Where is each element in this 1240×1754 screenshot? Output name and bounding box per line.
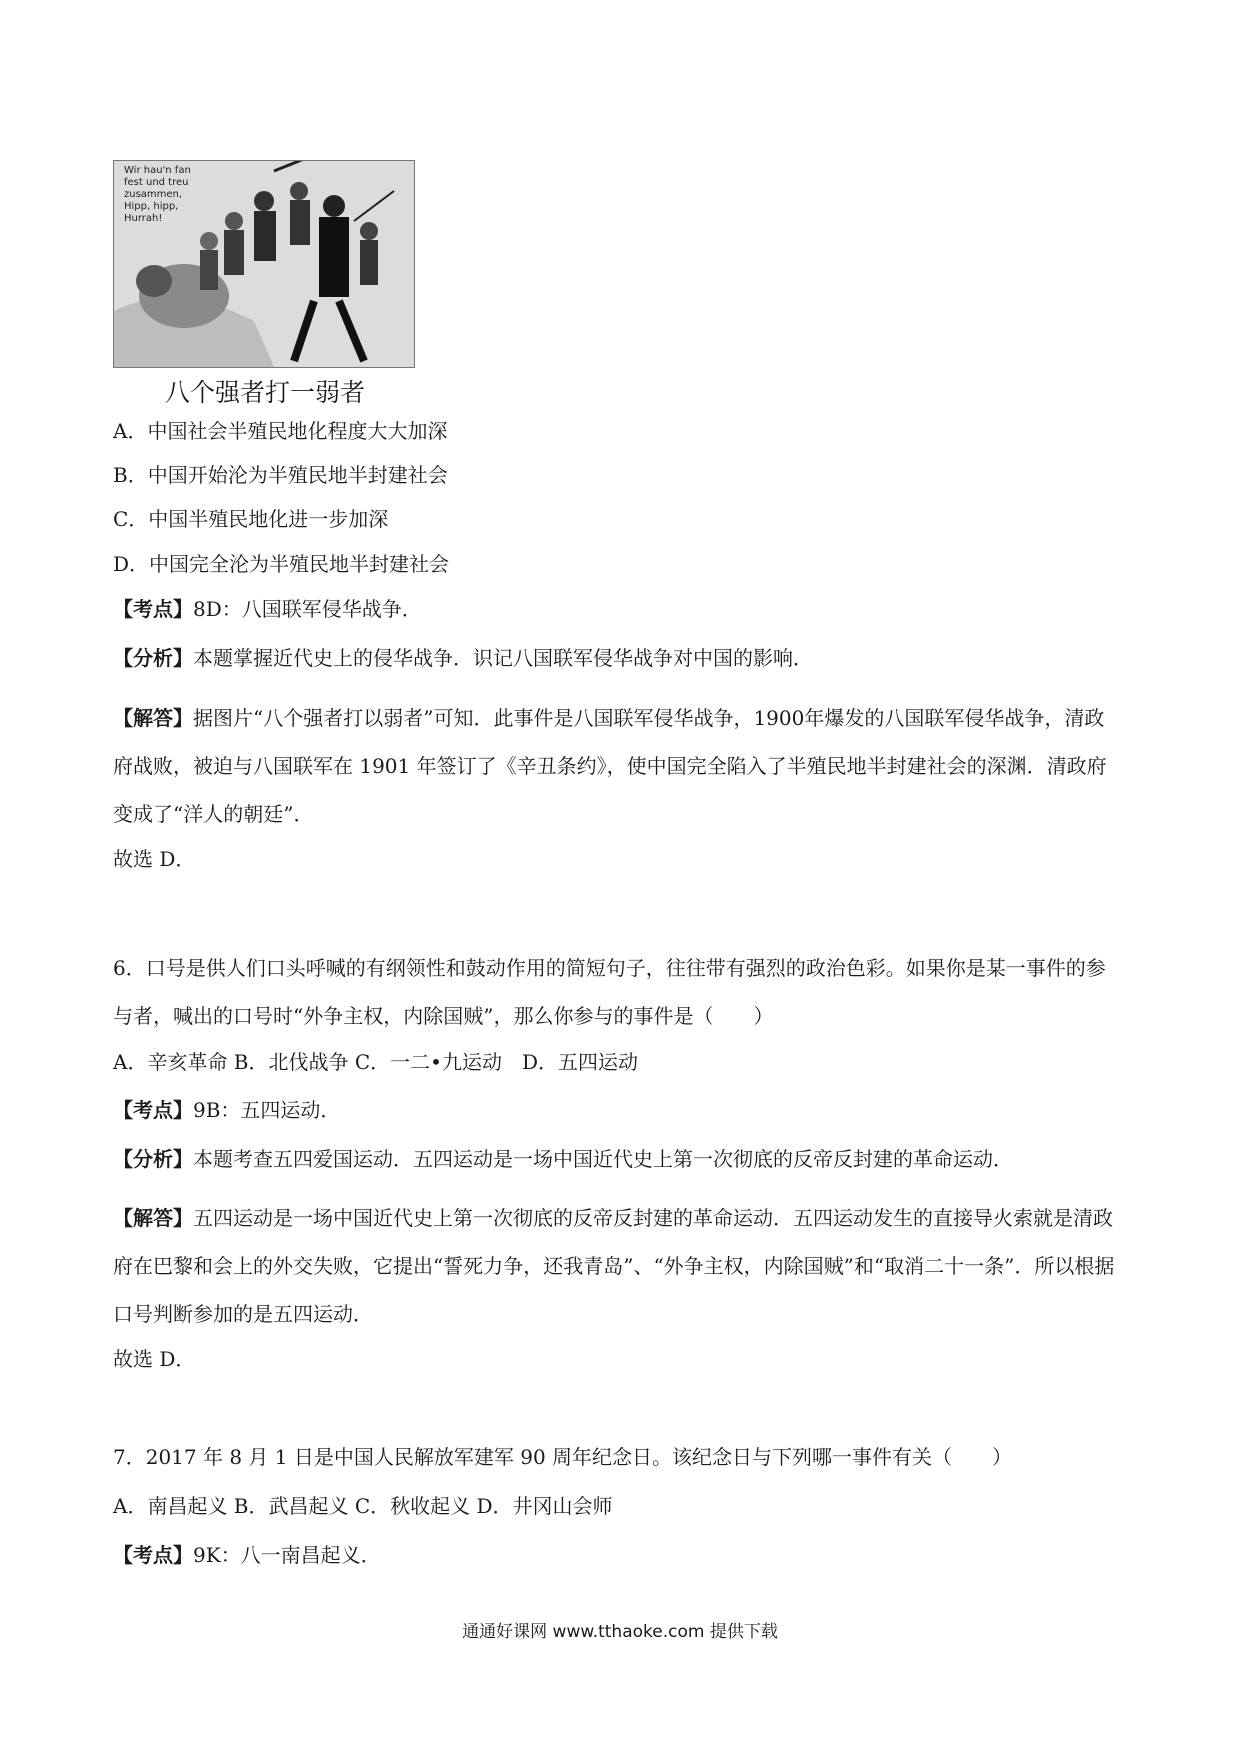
kaodian-text: 9K：八一南昌起义． — [193, 1543, 381, 1567]
q5-option-d: D．中国完全沦为半殖民地半封建社会 — [113, 552, 450, 576]
q6-stem: 6．口号是供人们口头呼喊的有纲领性和鼓动作用的简短句子，往往带有强烈的政治色彩。如果你是某一事件的参与者，喊出的口号时“外争主权，内除国贼”，那么你参与的事件是（ ） — [113, 956, 1106, 1028]
kaodian-text: 9B：五四运动． — [193, 1098, 341, 1122]
kaodian-label: 【考点】 — [113, 597, 193, 621]
page-footer: 通通好课网 www.tthaoke.com 提供下载 — [462, 1622, 778, 1642]
kaodian-label: 【考点】 — [113, 1543, 193, 1567]
inscription-line: fest und treu — [124, 177, 189, 188]
q5-jieda — [113, 694, 1123, 838]
q6-answer: 故选 D． — [113, 1347, 196, 1371]
q6-kaodian — [113, 1097, 340, 1123]
q5-answer: 故选 D． — [113, 847, 196, 871]
kaodian-label: 【考点】 — [113, 1098, 193, 1122]
q5-option-b: B．中国开始沦为半殖民地半封建社会 — [113, 463, 448, 487]
q5-kaodian — [113, 596, 422, 622]
fenxi-text: 本题考查五四爱国运动．五四运动是一场中国近代史上第一次彻底的反帝反封建的革命运动． — [193, 1147, 1013, 1171]
cartoon-inscription — [124, 165, 206, 224]
jieda-text: 五四运动是一场中国近代史上第一次彻底的反帝反封建的革命运动．五四运动发生的直接导火索就是清政府在巴黎和会上的外交失败，它提出“誓死力争，还我青岛”、“外争主权，内除国贼”和“取消二十一条”．所以根据口号判断参加的是五四运动． — [113, 1206, 1115, 1326]
jieda-label: 【解答】 — [113, 1206, 193, 1230]
inscription-line: Wir hau'n fan — [124, 165, 191, 176]
q5-option-a: A．中国社会半殖民地化程度大大加深 — [113, 419, 448, 443]
q6-options: A．辛亥革命 B．北伐战争 C．一二•九运动 D．五四运动 — [113, 1050, 638, 1074]
figure-caption: 八个强者打一弱者 — [165, 378, 366, 407]
kaodian-text: 8D：八国联军侵华战争． — [193, 597, 422, 621]
fenxi-text: 本题掌握近代史上的侵华战争．识记八国联军侵华战争对中国的影响． — [193, 646, 813, 670]
inscription-line: Hurrah! — [124, 213, 163, 224]
q6-fenxi — [113, 1146, 1013, 1172]
jieda-text: 据图片“八个强者打以弱者”可知．此事件是八国联军侵华战争，1900年爆发的八国联军侵华战争，清政府战败，被迫与八国联军在 1901 年签订了《辛丑条约》，使中国完全陷入了半殖民地半封建社会的深渊．清政府变成了“洋人的朝廷”． — [113, 706, 1107, 826]
inscription-line: zusammen, — [124, 189, 183, 200]
q5-fenxi — [113, 645, 813, 671]
q7-stem: 7．2017 年 8 月 1 日是中国人民解放军建军 90 周年纪念日。该纪念日与下列哪一事件有关（ ） — [113, 1445, 1013, 1469]
q6-jieda — [113, 1194, 1123, 1338]
fenxi-label: 【分析】 — [113, 1147, 193, 1171]
jieda-label: 【解答】 — [113, 706, 193, 730]
q5-option-c: C．中国半殖民地化进一步加深 — [113, 507, 389, 531]
cartoon-illustration — [113, 160, 415, 368]
inscription-line: Hipp, hipp, — [124, 201, 179, 212]
q7-options: A．南昌起义 B．武昌起义 C．秋收起义 D．井冈山会师 — [113, 1494, 613, 1518]
q7-kaodian — [113, 1542, 381, 1568]
fenxi-label: 【分析】 — [113, 646, 193, 670]
